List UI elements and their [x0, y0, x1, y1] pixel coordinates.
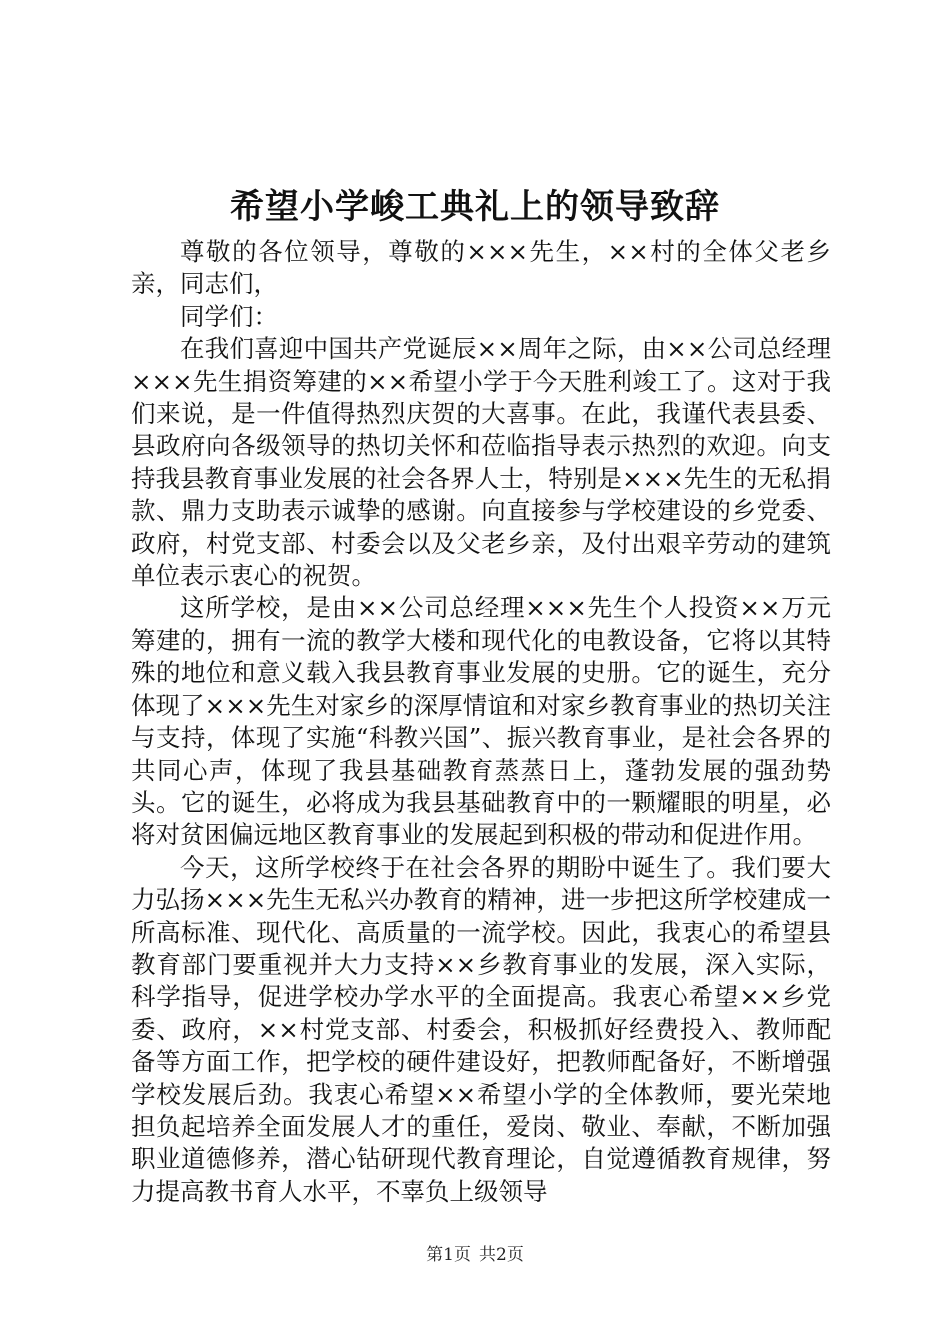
page-footer [0, 1243, 950, 1267]
page-total: 共2页 [479, 1245, 524, 1265]
paragraph-school-intro: 这所学校，是由××公司总经理×××先生个人投资××万元筹建的，拥有一流的教学大楼和现代化的电教设备，它将以其特殊的地位和意义载入我县教育事业发展的史册。它的诞生，充分体现了×××先生对家乡的深厚情谊和对家乡教育事业的热切关注与支持，体现了实施“科教兴国”、振兴教育事业，是社会各界的共同心声，体现了我县基础教育蒸蒸日上，蓬勃发展的强劲势头。它的诞生，必将成为我县基础教育中的一颗耀眼的明星，必将对贫困偏远地区教育事业的发展起到积极的带动和促进作用。 [131, 593, 831, 850]
paragraph-opening: 在我们喜迎中国共产党诞辰××周年之际，由××公司总经理×××先生捐资筹建的××希望小学于今天胜利竣工了。这对于我们来说，是一件值得热烈庆贺的大喜事。在此，我谨代表县委、县政府向各级领导的热切关怀和莅临指导表示热烈的欢迎。向支持我县教育事业发展的社会各界人士，特别是×××先生的无私捐款、鼎力支助表示诚挚的感谢。向直接参与学校建设的乡党委、政府，村党支部、村委会以及父老乡亲，及付出艰辛劳动的建筑单位表示衷心的祝贺。 [131, 334, 831, 591]
document-title: 希望小学峻工典礼上的领导致辞 [230, 187, 720, 227]
paragraph-salutation-cont: 同学们： [180, 301, 278, 331]
paragraph-salutation: 尊敬的各位领导，尊敬的×××先生，××村的全体父老乡亲，同志们， [131, 237, 831, 299]
paragraph-hopes: 今天，这所学校终于在社会各界的期盼中诞生了。我们要大力弘扬×××先生无私兴办教育的精神，进一步把这所学校建成一所高标准、现代化、高质量的一流学校。因此，我衷心的希望县教育部门要重视并大力支持××乡教育事业的发展，深入实际，科学指导，促进学校办学水平的全面提高。我衷心希望××乡党委、政府，××村党支部、村委会，积极抓好经费投入、教师配备等方面工作，把学校的硬件建设好，把教师配备好，不断增强学校发展后劲。我衷心希望××希望小学的全体教师，要光荣地担负起培养全面发展人才的重任，爱岗、敬业、奉献，不断加强职业道德修养，潜心钻研现代教育理论，自觉遵循教育规律，努力提高教书育人水平，不辜负上级领导 [131, 852, 831, 1206]
document-body [131, 236, 831, 1208]
page-number: 第1页 [426, 1245, 471, 1265]
